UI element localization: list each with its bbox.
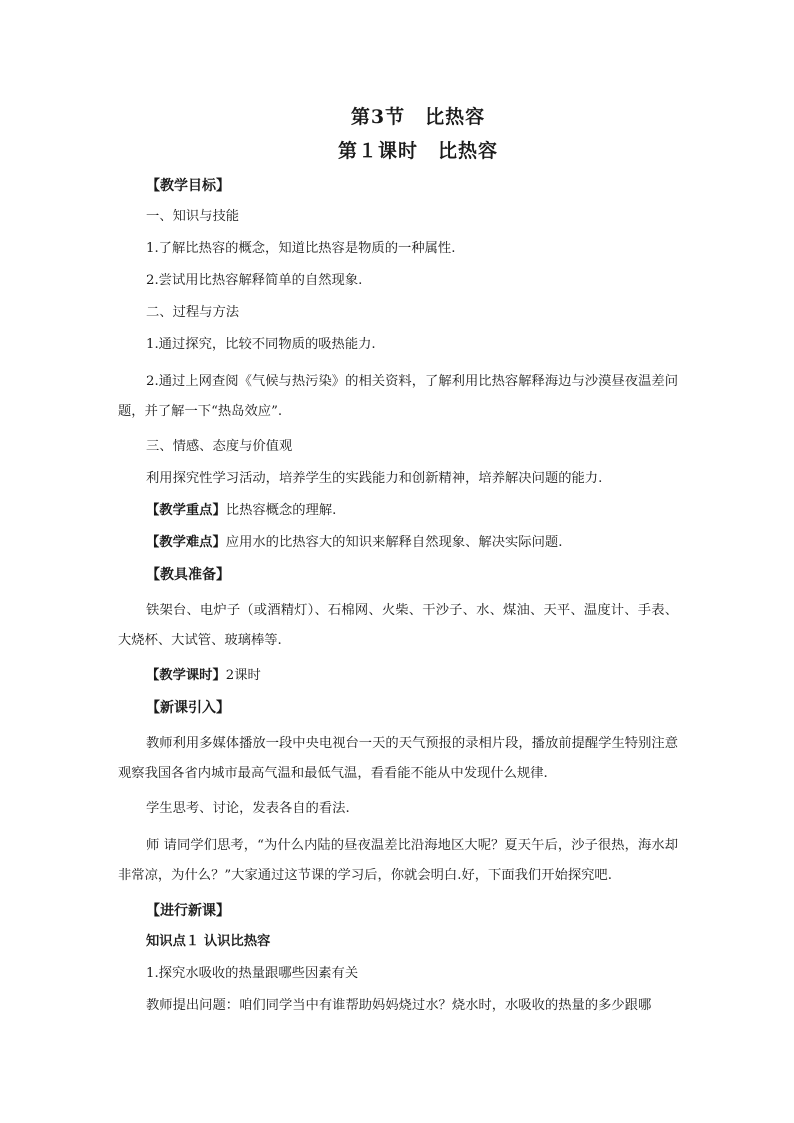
hours-text: 2课时 [225,668,261,683]
document-page [118,102,678,1028]
intro-paragraph-2: 学生思考、讨论，发表各自的看法. [146,801,350,816]
section-name: 比热容 [425,106,486,128]
knowledge-item-2: 2.尝试用比热容解释简单的自然现象. [146,273,363,288]
new-lesson-heading: 【进行新课】 [146,903,230,919]
process-item-1: 1.通过探究，比较不同物质的吸热能力. [146,337,376,352]
attitude-values-heading: 三、情感、态度与价值观 [146,439,293,454]
difficulty-label: 【教学难点】 [146,535,226,550]
intro-paragraph-1: 教师利用多媒体播放一段中央电视台一天的天气预报的录相片段，播放前提醒学生特别注意观察我国各省内城市最高气温和最低气温，看看能不能从中发现什么规律. [118,736,678,781]
knowledge-item-1: 1.了解比热容的概念，知道比热容是物质的一种属性. [146,241,456,256]
process-item-2: 2.通过上网查阅《气候与热污染》的相关资料，了解利用比热容解释海边与沙漠昼夜温差问题，并了解一下“热岛效应”. [118,374,678,419]
hours-line [118,666,678,686]
lesson-name: 比热容 [438,140,499,162]
key-point-line [118,501,678,521]
section-title [118,102,678,134]
process-method-heading: 二、过程与方法 [146,305,240,320]
difficulty-line [118,533,678,553]
lesson-title [118,136,678,168]
section-number: 第3节 [350,106,406,128]
knowledge-skills-heading: 一、知识与技能 [146,209,240,224]
key-point-text: 比热容概念的理解. [225,503,337,518]
objectives-heading: 【教学目标】 [146,178,230,194]
knowledge-point-1-paragraph-1: 教师提出问题：咱们同学当中有谁帮助妈妈烧过水？烧水时，水吸收的热量的多少跟哪 [146,998,652,1013]
attitude-item-1: 利用探究性学习活动，培养学生的实践能力和创新精神，培养解决问题的能力. [146,471,603,486]
tools-text: 铁架台、电炉子（或酒精灯）、石棉网、火柴、干沙子、水、煤油、天平、温度计、手表、大烧杯、大试管、玻璃棒等. [118,603,678,648]
key-point-label: 【教学重点】 [146,503,226,518]
hours-label: 【教学课时】 [146,668,226,683]
difficulty-text: 应用水的比热容大的知识来解释自然现象、解决实际问题. [225,535,563,550]
lesson-number: 第１课时 [337,140,418,162]
tools-heading: 【教具准备】 [146,567,230,583]
intro-paragraph-3: 师 请同学们思考，“为什么内陆的昼夜温差比沿海地区大呢？夏天午后，沙子很热，海水却非常凉，为什么？”大家通过这节课的学习后，你就会明白.好，下面我们开始探究吧. [118,838,678,883]
intro-heading: 【新课引入】 [146,700,230,716]
knowledge-point-1-heading: 知识点１ 认识比热容 [146,934,271,949]
knowledge-point-1-item-1: 1.探究水吸收的热量跟哪些因素有关 [146,966,359,981]
